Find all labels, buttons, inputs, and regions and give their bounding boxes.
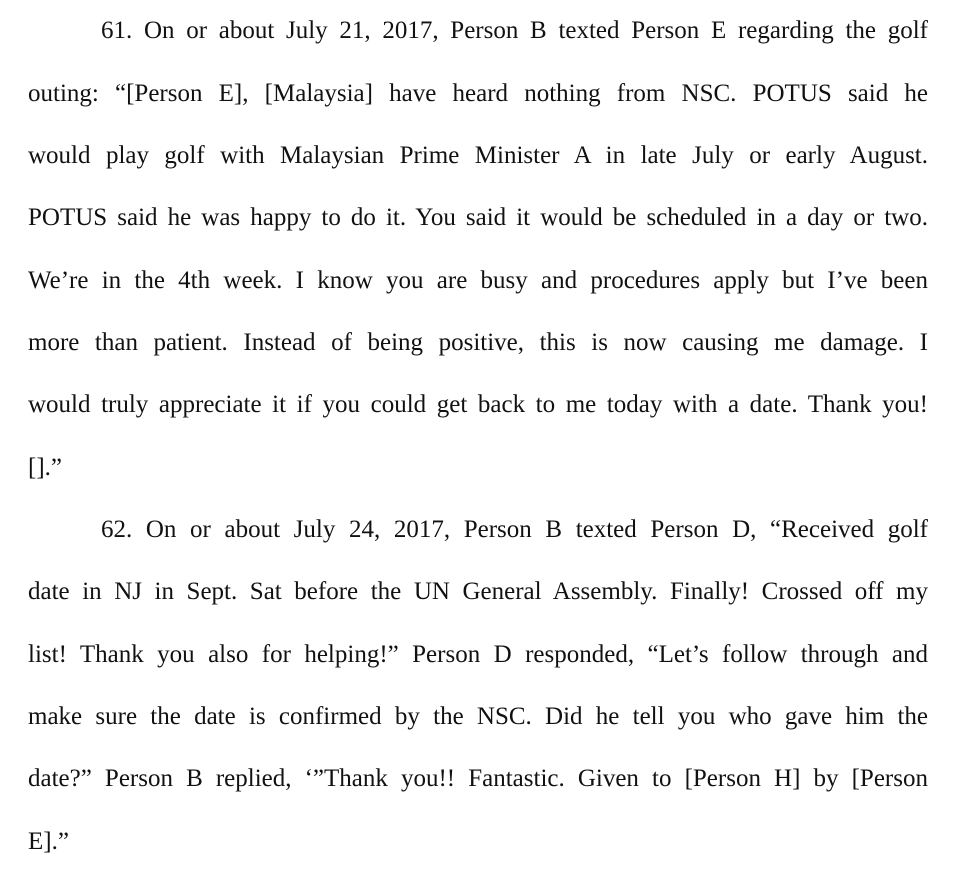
paragraph-62-line-4: make sure the date is confirmed by the NSC. Did he tell you who gave him the xyxy=(28,703,928,730)
paragraph-62-line-2: date in NJ in Sept. Sat before the UN General Assembly. Finally! Crossed off my xyxy=(28,578,928,605)
paragraph-61-line-3: would play golf with Malaysian Prime Minister A in late July or early August. xyxy=(28,142,928,169)
paragraph-61-line-6: more than patient. Instead of being positive, this is now causing me damage. I xyxy=(28,329,928,356)
paragraph-61-line-8: [].” xyxy=(28,454,62,481)
paragraph-61-line-7: would truly appreciate it if you could get back to me today with a date. Thank you! xyxy=(28,391,928,418)
paragraph-61-line-4: POTUS said he was happy to do it. You said it would be scheduled in a day or two. xyxy=(28,204,928,231)
paragraph-62-line-6: E].” xyxy=(28,828,69,855)
paragraph-62-line-3: list! Thank you also for helping!” Person D responded, “Let’s follow through and xyxy=(28,641,928,668)
paragraph-61-line-2: outing: “[Person E], [Malaysia] have heard nothing from NSC. POTUS said he xyxy=(28,80,928,107)
paragraph-61-line-1: 61. On or about July 21, 2017, Person B texted Person E regarding the golf xyxy=(101,17,928,44)
paragraph-62-line-5: date?” Person B replied, ‘”Thank you!! Fantastic. Given to [Person H] by [Person xyxy=(28,765,928,792)
paragraph-62-line-1: 62. On or about July 24, 2017, Person B texted Person D, “Received golf xyxy=(101,516,928,543)
paragraph-61-line-5: We’re in the 4th week. I know you are busy and procedures apply but I’ve been xyxy=(28,267,928,294)
